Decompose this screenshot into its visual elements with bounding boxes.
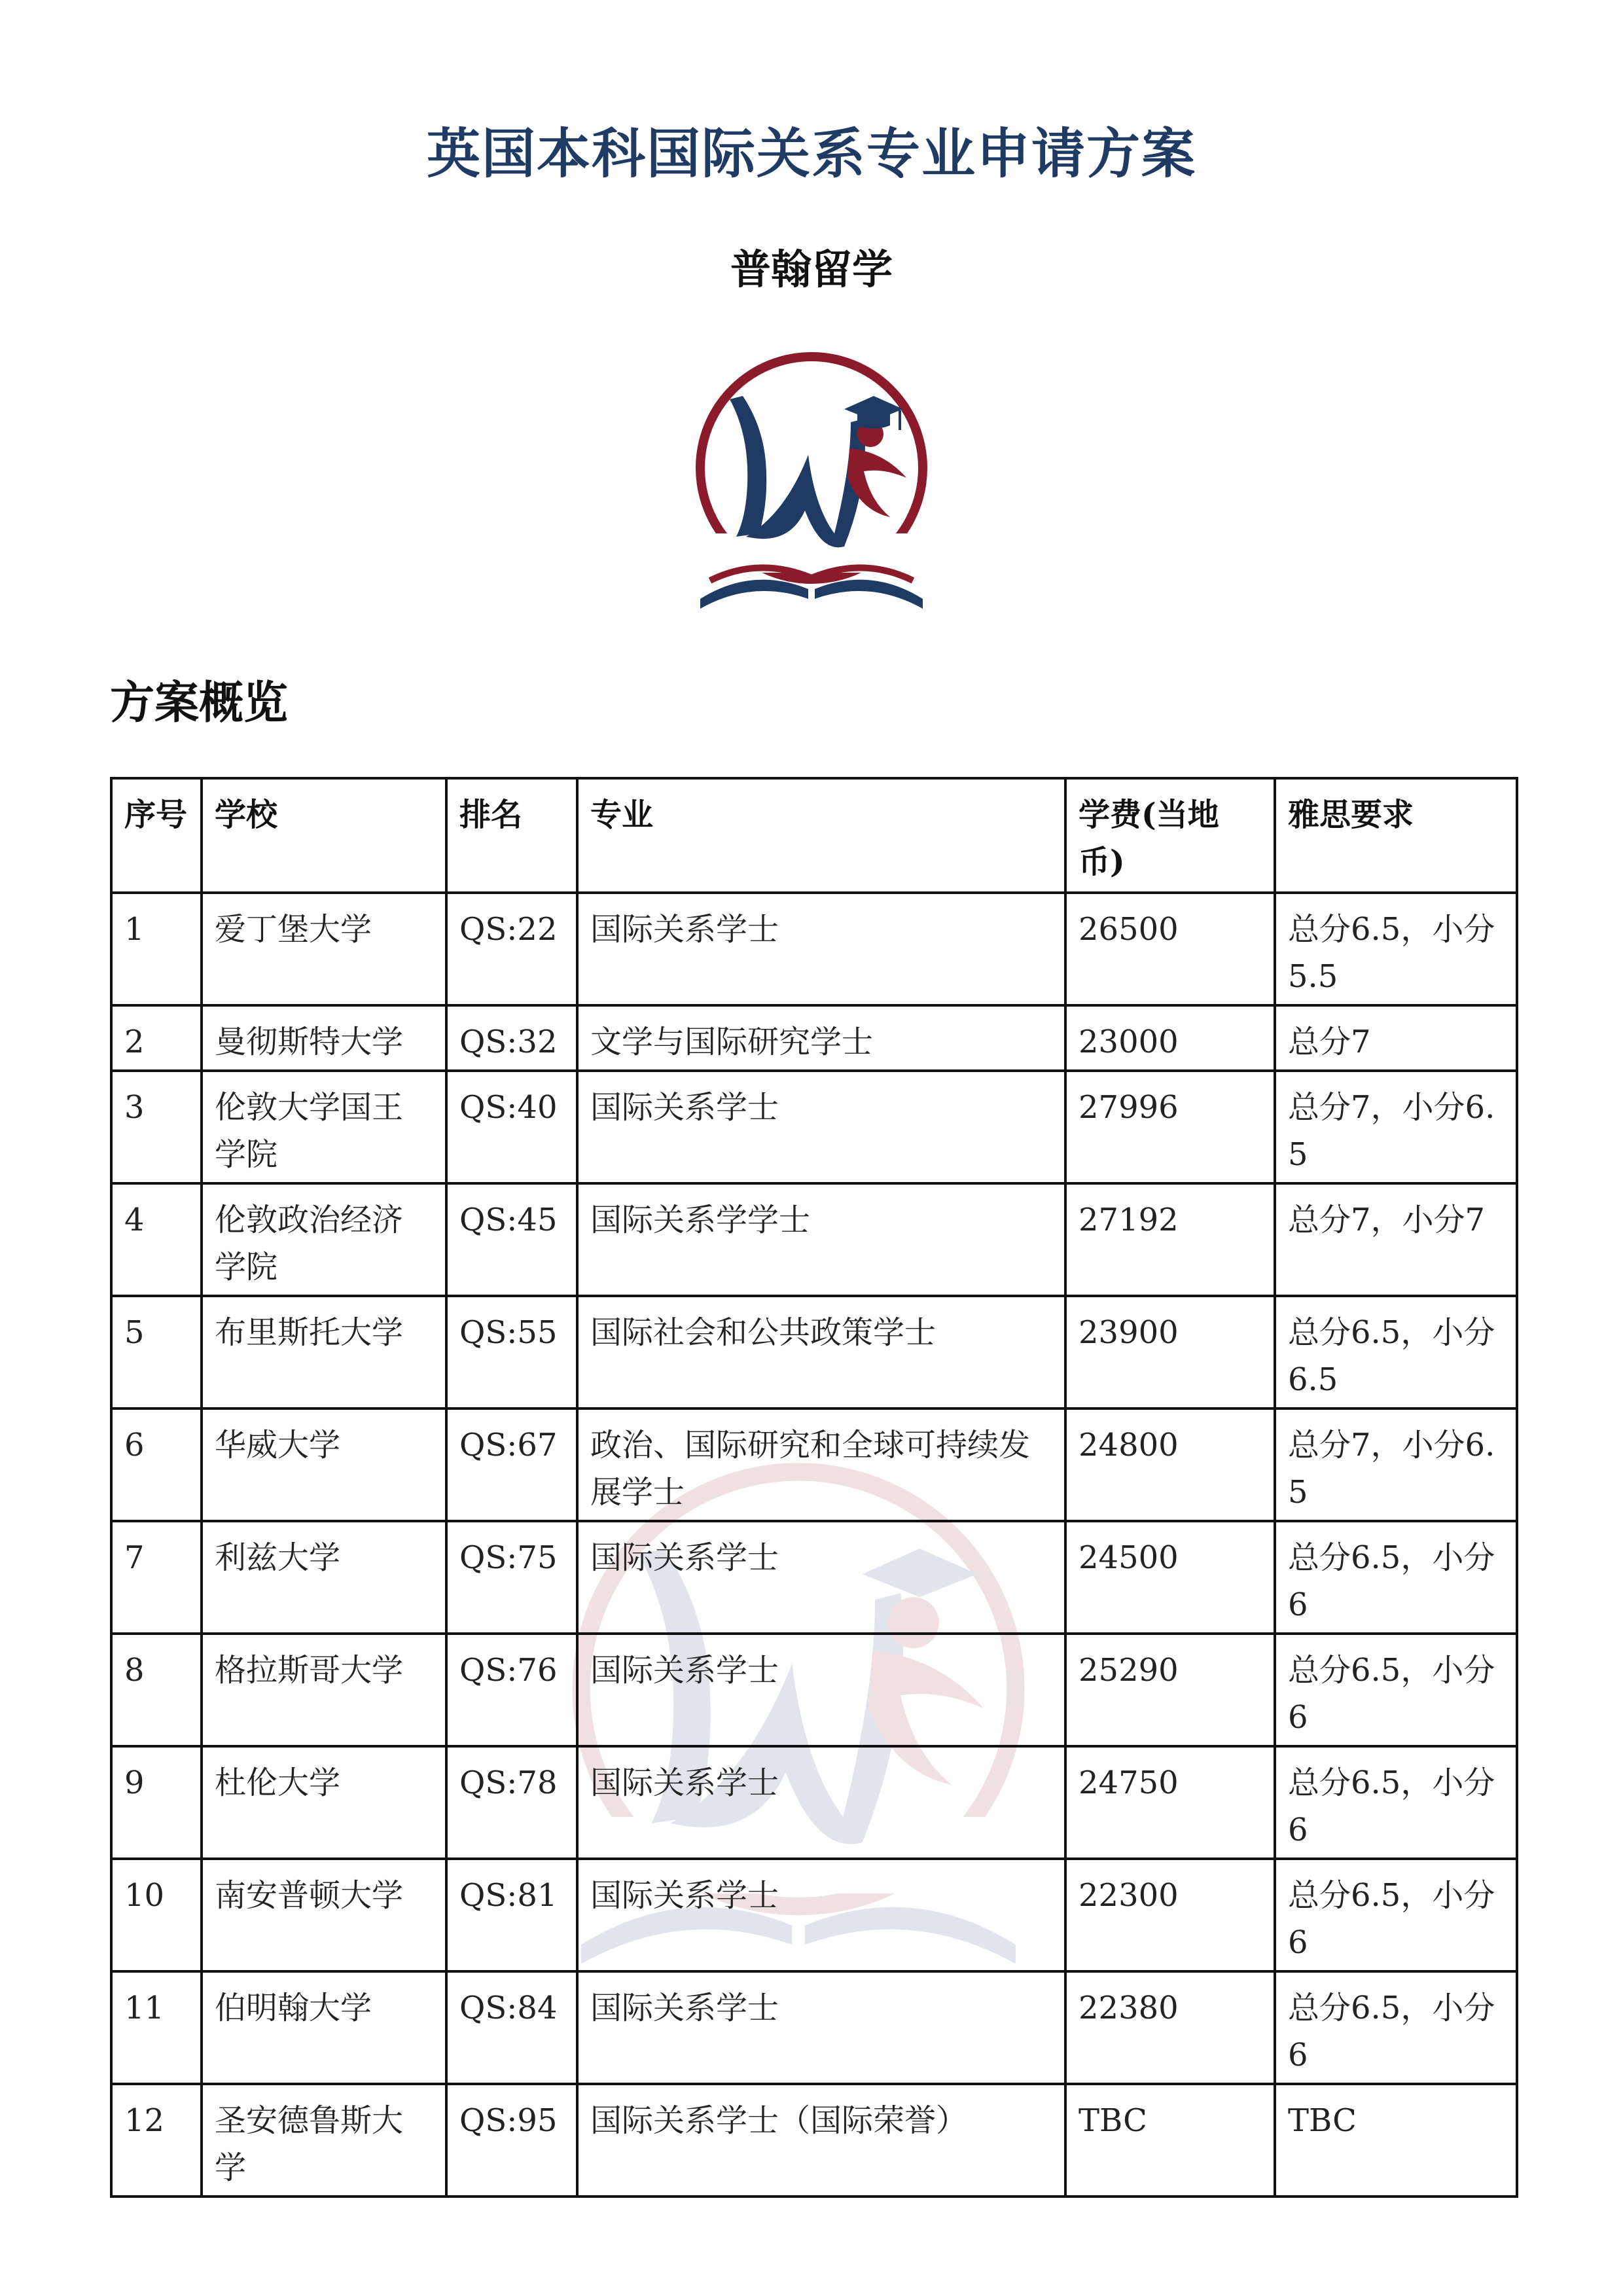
cell-major: 国际关系学士 [577, 1746, 1065, 1859]
cell-fee: 24800 [1065, 1408, 1275, 1521]
cell-school: 伯明翰大学 [202, 1971, 446, 2084]
cell-school: 伦敦大学国王学院 [202, 1071, 446, 1183]
cell-major: 国际关系学士 [577, 1971, 1065, 2084]
cell-no: 3 [111, 1071, 202, 1183]
cell-rank: QS:78 [446, 1746, 577, 1859]
table-row [111, 1183, 1517, 1296]
cell-no: 12 [111, 2084, 202, 2197]
cell-major: 国际社会和公共政策学士 [577, 1296, 1065, 1408]
column-header-major: 专业 [577, 778, 1065, 893]
cell-major: 国际关系学士 [577, 893, 1065, 1005]
overview-table [110, 777, 1518, 2198]
cell-rank: QS:45 [446, 1183, 577, 1296]
cell-ielts: 总分7，小分6.5 [1275, 1071, 1517, 1183]
cell-no: 10 [111, 1859, 202, 1971]
cell-major: 国际关系学士 [577, 1521, 1065, 1634]
table-row [111, 2084, 1517, 2197]
cell-fee: 24750 [1065, 1746, 1275, 1859]
page-title: 英国本科国际关系专业申请方案 [426, 122, 1196, 185]
cell-major: 政治、国际研究和全球可持续发展学士 [577, 1408, 1065, 1521]
cell-ielts: 总分6.5，小分6 [1275, 1521, 1517, 1634]
cell-major: 国际关系学士 [577, 1859, 1065, 1971]
table-header-row [111, 778, 1517, 893]
cell-school: 爱丁堡大学 [202, 893, 446, 1005]
cell-fee: 23000 [1065, 1005, 1275, 1071]
cell-rank: QS:84 [446, 1971, 577, 2084]
cell-no: 11 [111, 1971, 202, 2084]
table-row [111, 1408, 1517, 1521]
cell-fee: 22300 [1065, 1859, 1275, 1971]
cell-no: 6 [111, 1408, 202, 1521]
cell-school: 格拉斯哥大学 [202, 1634, 446, 1746]
cell-ielts: 总分7 [1275, 1005, 1517, 1071]
cell-ielts: 总分6.5，小分6 [1275, 1634, 1517, 1746]
puhan-education-logo-icon [674, 337, 949, 619]
cell-school: 华威大学 [202, 1408, 446, 1521]
cell-school: 利兹大学 [202, 1521, 446, 1634]
cell-fee: 26500 [1065, 893, 1275, 1005]
cell-no: 4 [111, 1183, 202, 1296]
page-subtitle: 普翰留学 [730, 245, 893, 293]
cell-ielts: 总分6.5，小分6 [1275, 1859, 1517, 1971]
table-row [111, 1746, 1517, 1859]
cell-ielts: TBC [1275, 2084, 1517, 2197]
cell-fee: 23900 [1065, 1296, 1275, 1408]
cell-rank: QS:22 [446, 893, 577, 1005]
cell-rank: QS:81 [446, 1859, 577, 1971]
cell-school: 曼彻斯特大学 [202, 1005, 446, 1071]
cell-rank: QS:67 [446, 1408, 577, 1521]
cell-rank: QS:75 [446, 1521, 577, 1634]
cell-school: 南安普顿大学 [202, 1859, 446, 1971]
column-header-fee: 学费(当地币) [1065, 778, 1275, 893]
cell-rank: QS:55 [446, 1296, 577, 1408]
table-row [111, 1634, 1517, 1746]
cell-no: 7 [111, 1521, 202, 1634]
cell-fee: 27192 [1065, 1183, 1275, 1296]
cell-ielts: 总分6.5，小分5.5 [1275, 893, 1517, 1005]
cell-major: 国际关系学士（国际荣誉） [577, 2084, 1065, 2197]
cell-ielts: 总分6.5，小分6 [1275, 1971, 1517, 2084]
table-row [111, 1859, 1517, 1971]
cell-no: 5 [111, 1296, 202, 1408]
column-header-school: 学校 [202, 778, 446, 893]
cell-school: 伦敦政治经济学院 [202, 1183, 446, 1296]
cell-fee: 27996 [1065, 1071, 1275, 1183]
cell-fee: 25290 [1065, 1634, 1275, 1746]
cell-ielts: 总分6.5，小分6.5 [1275, 1296, 1517, 1408]
table-row [111, 1971, 1517, 2084]
cell-no: 9 [111, 1746, 202, 1859]
cell-major: 国际关系学学士 [577, 1183, 1065, 1296]
cell-fee: TBC [1065, 2084, 1275, 2197]
cell-no: 1 [111, 893, 202, 1005]
column-header-no: 序号 [111, 778, 202, 893]
section-heading-overview: 方案概览 [110, 677, 289, 729]
cell-major: 国际关系学士 [577, 1071, 1065, 1183]
cell-no: 2 [111, 1005, 202, 1071]
cell-school: 杜伦大学 [202, 1746, 446, 1859]
cell-rank: QS:32 [446, 1005, 577, 1071]
cell-ielts: 总分6.5，小分6 [1275, 1746, 1517, 1859]
cell-major: 文学与国际研究学士 [577, 1005, 1065, 1071]
cell-ielts: 总分7，小分6.5 [1275, 1408, 1517, 1521]
table-row [111, 1071, 1517, 1183]
cell-rank: QS:40 [446, 1071, 577, 1183]
cell-fee: 24500 [1065, 1521, 1275, 1634]
table-row [111, 893, 1517, 1005]
cell-rank: QS:76 [446, 1634, 577, 1746]
cell-major: 国际关系学士 [577, 1634, 1065, 1746]
cell-no: 8 [111, 1634, 202, 1746]
column-header-rank: 排名 [446, 778, 577, 893]
table-row [111, 1296, 1517, 1408]
table-row [111, 1005, 1517, 1071]
cell-ielts: 总分7，小分7 [1275, 1183, 1517, 1296]
cell-school: 圣安德鲁斯大学 [202, 2084, 446, 2197]
cell-rank: QS:95 [446, 2084, 577, 2197]
table-row [111, 1521, 1517, 1634]
cell-school: 布里斯托大学 [202, 1296, 446, 1408]
column-header-ielts: 雅思要求 [1275, 778, 1517, 893]
cell-fee: 22380 [1065, 1971, 1275, 2084]
